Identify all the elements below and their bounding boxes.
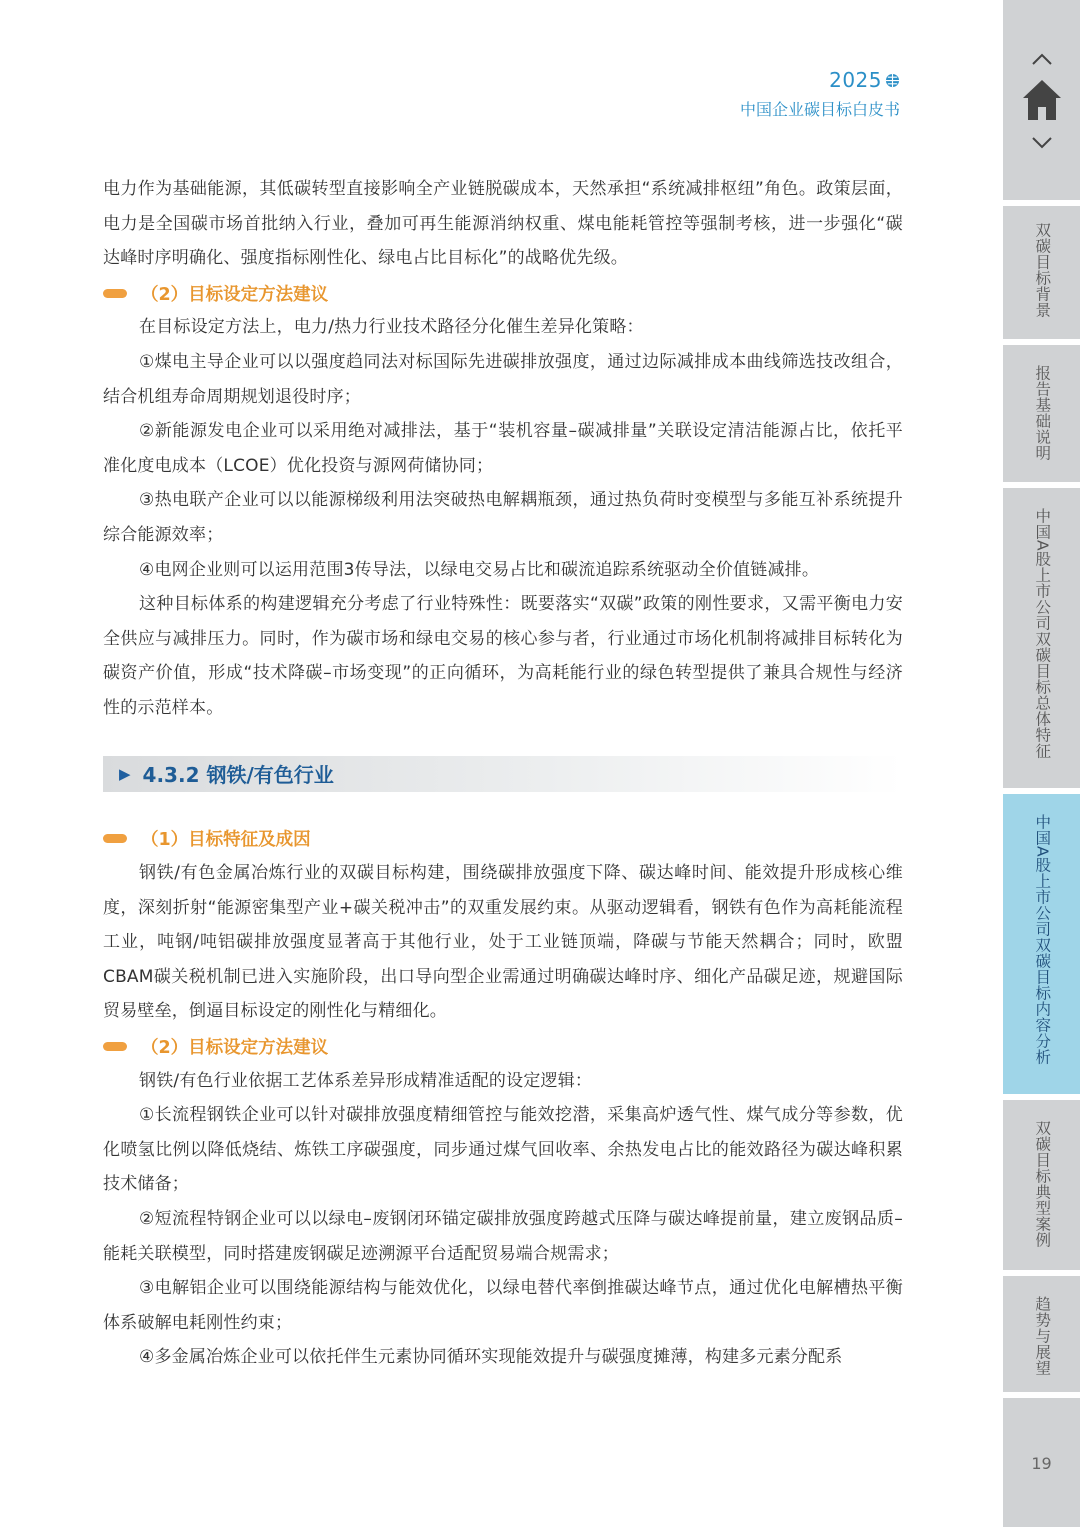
main-content — [103, 172, 903, 1375]
sidebar-item-outlook[interactable] — [1003, 1276, 1080, 1392]
sidebar-item-label: 中国A股上市公司双碳目标总体特征 — [1033, 508, 1052, 760]
steel-paragraph: ③电解铝企业可以围绕能源结构与能效优化，以绿电替代率倒推碳达峰节点，通过优化电解槽热平衡体系破解电耗刚性约束； — [103, 1278, 903, 1333]
steel-paragraph: ①长流程钢铁企业可以针对碳排放强度精细管控与能效挖潜，采集高炉透气性、煤气成分等参数，优化喷氢比例以降低烧结、炼铁工序碳强度，同步通过煤气回收率、余热发电占比的能效路径为碳达峰积累技术储备； — [103, 1105, 903, 1195]
steel-method-heading — [103, 1029, 903, 1064]
power-paragraph: 在目标设定方法上，电力/热力行业技术路径分化催生差异化策略： — [139, 317, 644, 338]
power-paragraph: ①煤电主导企业可以以强度趋同法对标国际先进碳排放强度，通过边际减排成本曲线筛选技改组合，结合机组寿命周期规划退役时序； — [103, 351, 903, 407]
globe-icon — [885, 73, 900, 88]
sidebar-item-label: 趋势与展望 — [1033, 1296, 1052, 1376]
section-title: 4.3.2 钢铁/有色行业 — [142, 763, 334, 787]
steel-feature-heading — [103, 822, 903, 857]
steel-method-heading-text: （2）目标设定方法建议 — [141, 1037, 329, 1058]
steel-paragraph: 钢铁/有色行业依据工艺体系差异形成精准适配的设定逻辑： — [139, 1070, 593, 1091]
header-year: 2025 — [829, 68, 882, 92]
steel-paragraph: ②短流程特钢企业可以以绿电–废钢闭环锚定碳排放强度跨越式压降与碳达峰提前量，建立废钢品质–能耗关联模型，同时搭建废钢碳足迹溯源平台适配贸易端合规需求； — [103, 1209, 903, 1264]
triangle-right-icon: ▶ — [119, 764, 131, 783]
home-icon[interactable] — [1021, 78, 1063, 122]
power-method-heading-text: （2）目标设定方法建议 — [141, 284, 329, 305]
steel-feature-paragraph: 钢铁/有色金属冶炼行业的双碳目标构建，围绕碳排放强度下降、碳达峰时间、能效提升形成核心维度，深刻折射“能源密集型产业+碳关税冲击”的双重发展约束。从驱动逻辑看，钢铁有色作为高耗能流程工业，吨钢/吨铝碳排放强度显著高于其他行业，处于工业链顶端，降碳与节能天然耦合；同时，欧盟CBAM碳关税机制已进入实施阶段，出口导向型企业需通过明确碳达峰时序、细化产品碳足迹，规避国际贸易壁垒，倒逼目标设定的刚性化与精细化。 — [103, 863, 903, 1022]
sidebar-item-overall-features[interactable] — [1003, 488, 1080, 788]
power-paragraph: 这种目标体系的构建逻辑充分考虑了行业特殊性：既要落实“双碳”政策的刚性要求，又需平衡电力安全供应与减排压力。同时，作为碳市场和绿电交易的核心参与者，行业通过市场化机制将减排目标转化为碳资产价值，形成“技术降碳–市场变现”的正向循环，为高耗能行业的绿色转型提供了兼具合规性与经济性的示范样本。 — [103, 594, 903, 718]
heading-bullet-icon — [103, 834, 127, 843]
power-paragraph: ④电网企业则可以运用范围3传导法，以绿电交易占比和碳流追踪系统驱动全价值链减排。 — [139, 559, 820, 580]
heading-bullet-icon — [103, 289, 127, 298]
steel-paragraph: ④多金属冶炼企业可以依托伴生元素协同循环实现能效提升与碳强度摊薄，构建多元素分配系 — [139, 1347, 843, 1368]
chevron-down-icon[interactable] — [1031, 136, 1053, 150]
chapter-sidebar — [1003, 0, 1080, 1527]
power-paragraph: ②新能源发电企业可以采用绝对减排法，基于“装机容量–碳减排量”关联设定清洁能源占比，依托平准化度电成本（LCOE）优化投资与源网荷储协同； — [103, 421, 903, 476]
sidebar-item-background[interactable] — [1003, 206, 1080, 339]
sidebar-item-label: 报告基础说明 — [1033, 365, 1052, 461]
steel-feature-heading-text: （1）目标特征及成因 — [141, 830, 311, 851]
page-header — [740, 68, 900, 120]
sidebar-item-label: 双碳目标典型案例 — [1033, 1120, 1052, 1248]
sidebar-item-label: 中国A股上市公司双碳目标内容分析 — [1033, 814, 1052, 1066]
sidebar-item-content-analysis[interactable] — [1003, 794, 1080, 1094]
header-subtitle: 中国企业碳目标白皮书 — [739, 100, 900, 119]
heading-bullet-icon — [103, 1042, 127, 1051]
sidebar-top-controls — [1003, 0, 1080, 200]
chevron-up-icon[interactable] — [1031, 52, 1053, 66]
sidebar-item-cases[interactable] — [1003, 1100, 1080, 1270]
page-number — [1003, 1398, 1080, 1527]
power-paragraph: ③热电联产企业可以以能源梯级利用法突破热电解耦瓶颈，通过热负荷时变模型与多能互补系统提升综合能源效率； — [103, 490, 903, 545]
page-number-text: 19 — [1031, 1454, 1052, 1473]
sidebar-item-basis[interactable] — [1003, 345, 1080, 482]
intro-paragraph: 电力作为基础能源，其低碳转型直接影响全产业链脱碳成本，天然承担“系统减排枢纽”角色。政策层面，电力是全国碳市场首批纳入行业，叠加可再生能源消纳权重、煤电能耗管控等强制考核，进一步强化“碳达峰时序明确化、强度指标刚性化、绿电占比目标化”的战略优先级。 — [103, 179, 903, 269]
section-title-bar — [103, 756, 903, 792]
header-year-row — [740, 68, 900, 92]
sidebar-item-label: 双碳目标背景 — [1033, 222, 1052, 318]
power-method-heading — [103, 276, 903, 311]
